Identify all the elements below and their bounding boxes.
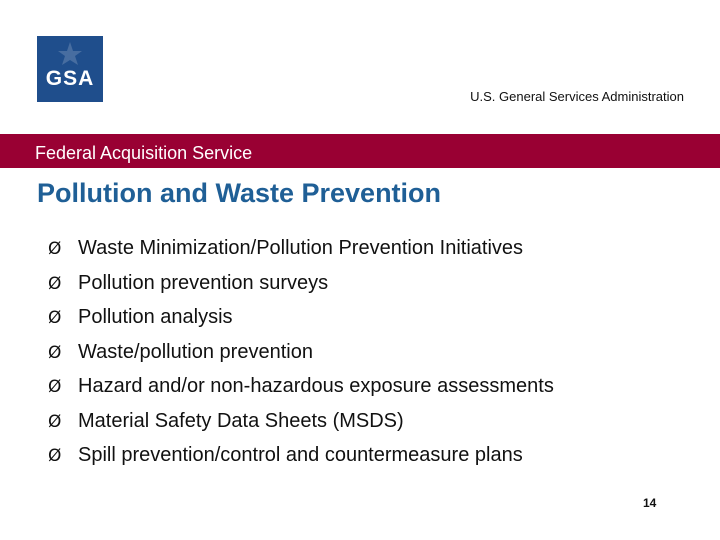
bullet-text: Pollution prevention surveys [78,271,329,294]
agency-name: U.S. General Services Administration [470,89,684,104]
bullet-item [48,369,554,404]
arrow-bullet-icon: Ø [48,411,62,432]
slide-title: Pollution and Waste Prevention [37,178,442,208]
arrow-bullet-icon: Ø [48,308,62,328]
page-number: 14 [643,496,657,510]
bullet-item [48,266,554,301]
bullet-item [48,300,554,335]
bullet-text: Material Safety Data Sheets (MSDS) [78,409,404,432]
service-banner-label: Federal Acquisition Service [35,143,253,163]
bullet-item [48,335,554,370]
bullet-item [48,231,554,266]
arrow-bullet-icon: Ø [48,273,62,294]
arrow-bullet-icon: Ø [48,239,62,259]
bullet-item [48,404,554,439]
bullet-text: Spill prevention/control and countermeasure plans [78,444,523,466]
bullet-text: Waste Minimization/Pollution Prevention Initiatives [78,237,524,259]
bullet-text: Waste/pollution prevention [78,340,313,363]
bullet-text: Pollution analysis [78,306,233,328]
arrow-bullet-icon: Ø [48,377,62,397]
bullet-text: Hazard and/or non-hazardous exposure assessments [78,375,554,397]
bullet-item [48,438,554,473]
bullet-list [48,231,554,473]
arrow-bullet-icon: Ø [48,342,62,363]
arrow-bullet-icon: Ø [48,446,62,466]
gsa-logo-text: GSA [45,67,95,90]
service-banner [0,134,720,168]
gsa-logo [37,36,103,102]
